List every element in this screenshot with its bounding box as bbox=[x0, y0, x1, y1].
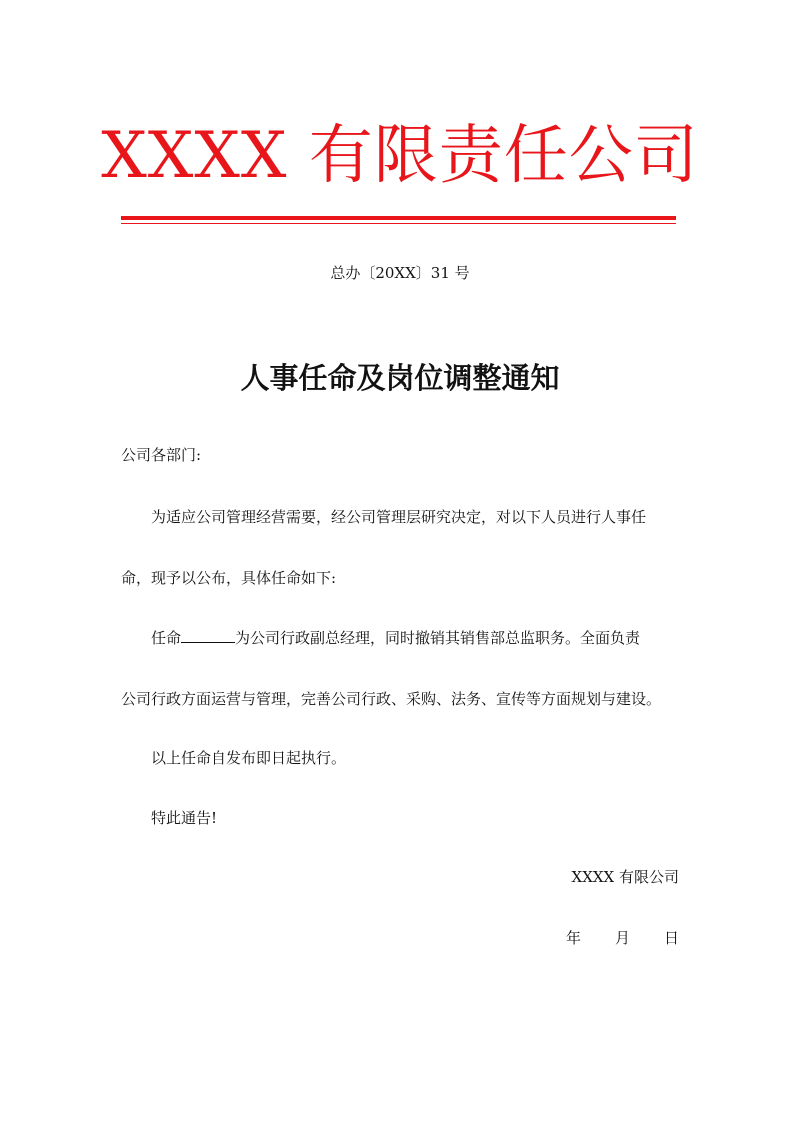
month-label: 月 bbox=[614, 929, 630, 947]
appointment-text: 为公司行政副总经理，同时撤销其销售部总监职务。全面负责 bbox=[235, 629, 641, 647]
year-label: 年 bbox=[565, 929, 581, 947]
header-red-rule-thin bbox=[121, 223, 676, 224]
header-red-rule-thick bbox=[121, 216, 676, 220]
signature-company: XXXX 有限公司 bbox=[571, 868, 679, 886]
document-title: 人事任命及岗位调整通知 bbox=[240, 361, 560, 395]
signature-date bbox=[566, 927, 679, 949]
name-blank-underline bbox=[181, 627, 235, 643]
appointment-prefix: 任命 bbox=[151, 629, 182, 647]
paragraph-2-line-1 bbox=[151, 627, 640, 649]
paragraph-4: 特此通告! bbox=[151, 809, 218, 827]
day-label: 日 bbox=[663, 929, 679, 947]
salutation: 公司各部门: bbox=[121, 446, 202, 464]
paragraph-3: 以上任命自发布即日起执行。 bbox=[151, 749, 347, 767]
company-header-title: XXXX 有限责任公司 bbox=[101, 119, 699, 193]
paragraph-1-line-1: 为适应公司管理经营需要，经公司管理层研究决定，对以下人员进行人事任 bbox=[151, 508, 647, 526]
document-number: 总办〔20XX〕31 号 bbox=[330, 264, 470, 282]
paragraph-1-line-2: 命，现予以公布，具体任命如下: bbox=[121, 569, 337, 587]
paragraph-2-line-2: 公司行政方面运营与管理，完善公司行政、采购、法务、宣传等方面规划与建设。 bbox=[121, 690, 662, 708]
